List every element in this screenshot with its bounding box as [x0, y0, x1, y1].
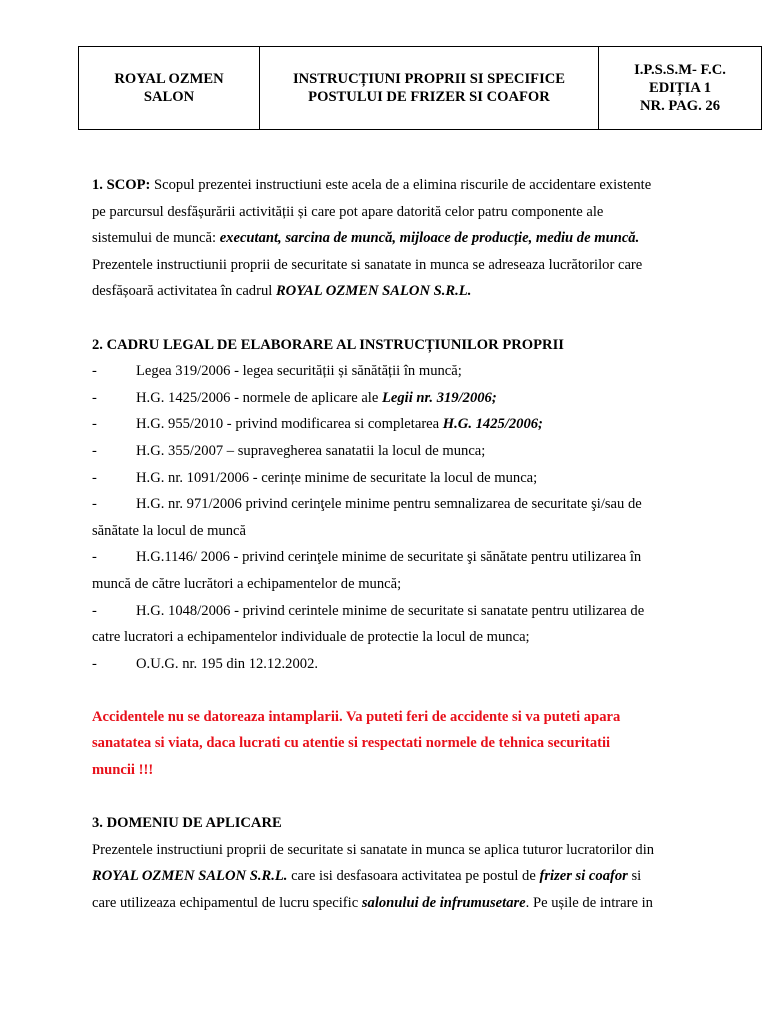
- domain-line-1: Prezentele instructiuni proprii de securitate si sanatate in munca se aplica tuturor lucratorilor din: [92, 841, 655, 858]
- legal-item-3-text: H.G. 955/2010 - privind modificarea si completarea: [136, 416, 443, 433]
- list-dash: -: [92, 469, 97, 486]
- legal-item-6-continuation: sănătate la locul de muncă: [92, 522, 246, 539]
- legal-heading: 2. CADRU LEGAL DE ELABORARE AL INSTRUCȚIUNILOR PROPRII: [92, 336, 564, 353]
- legal-item-5-text: H.G. nr. 1091/2006 - cerințe minime de securitate la locul de munca;: [136, 469, 538, 486]
- legal-item-5: [92, 465, 682, 492]
- legal-item-2-reference: Legii nr. 319/2006;: [381, 389, 497, 406]
- legal-item-6-text: H.G. nr. 971/2006 privind cerinţele minime pentru semnalizarea de securitate şi/sau de: [136, 496, 642, 513]
- document-title-line1: INSTRUCȚIUNI PROPRII SI SPECIFICE: [292, 71, 566, 87]
- list-dash: -: [92, 496, 97, 513]
- company-name-line2: SALON: [143, 89, 195, 105]
- document-meta-cell: [599, 47, 762, 130]
- list-dash: -: [92, 363, 97, 380]
- scope-line-3: [92, 225, 682, 252]
- legal-item-8-continuation: catre lucratori a echipamentelor individuale de protectie la locul de munca;: [92, 629, 530, 646]
- domain-line-3: [92, 890, 682, 917]
- domain-line-2: [92, 863, 682, 890]
- scope-line-2: pe parcursul desfășurării activității și care pot apare datorită celor patru componente ale: [92, 203, 604, 220]
- legal-item-6: [92, 491, 682, 518]
- safety-warning-line-3: muncii !!!: [92, 762, 154, 779]
- legal-item-1: [92, 358, 682, 385]
- list-dash: -: [92, 416, 97, 433]
- safety-warning-line-2: sanatatea si viata, daca lucrati cu atentie si respectati normele de tehnica securitatii: [92, 735, 611, 752]
- list-dash: -: [92, 655, 97, 672]
- legal-item-3: [92, 411, 682, 438]
- legal-item-2: [92, 385, 682, 412]
- legal-item-7: [92, 544, 682, 571]
- document-body: [92, 172, 682, 917]
- legal-item-3-reference: H.G. 1425/2006;: [442, 416, 543, 433]
- domain-job-title: frizer si coafor: [539, 868, 628, 885]
- scope-company-name: ROYAL OZMEN SALON S.R.L.: [275, 283, 472, 300]
- legal-item-1-text: Legea 319/2006 - legea securității și sănătății în muncă;: [136, 363, 462, 380]
- legal-item-7-continuation: muncă de către lucrători a echipamentelor de muncă;: [92, 575, 402, 592]
- safety-warning-line-1: Accidentele nu se datoreaza intamplarii. Va puteti feri de accidente si va puteti apara: [92, 708, 621, 725]
- list-dash: -: [92, 602, 97, 619]
- legal-item-9-text: O.U.G. nr. 195 din 12.12.2002.: [136, 655, 319, 672]
- domain-text-2: care isi desfasoara activitatea pe postul de: [287, 868, 540, 885]
- legal-item-8-text: H.G. 1048/2006 - privind cerintele minime de securitate si sanatate pentru utilizarea de: [136, 602, 645, 619]
- document-code: I.P.S.S.M- F.C.: [634, 62, 726, 78]
- document-title-line2: POSTULUI DE FRIZER SI COAFOR: [308, 89, 550, 105]
- list-dash: -: [92, 389, 97, 406]
- domain-text-3-tail: . Pe ușile de intrare in: [525, 895, 653, 912]
- scope-text-5: desfășoară activitatea în cadrul: [92, 283, 276, 300]
- scope-line-1: [92, 172, 682, 199]
- legal-item-9: [92, 651, 682, 678]
- domain-text-2-tail: si: [627, 868, 642, 885]
- document-title-cell: [260, 47, 599, 130]
- section-spacer: [92, 305, 682, 332]
- document-edition: EDIȚIA 1: [648, 80, 712, 96]
- scope-heading: 1. SCOP:: [92, 177, 151, 193]
- domain-heading: 3. DOMENIU DE APLICARE: [92, 815, 282, 832]
- document-page-count: NR. PAG. 26: [640, 98, 720, 114]
- legal-item-7-text: H.G.1146/ 2006 - privind cerinţele minime de securitate şi sănătate pentru utilizarea în: [136, 549, 642, 566]
- domain-company-name: ROYAL OZMEN SALON S.R.L.: [92, 868, 288, 885]
- section-spacer: [92, 677, 682, 704]
- company-name-line1: ROYAL OZMEN: [114, 71, 224, 87]
- legal-item-2-text: H.G. 1425/2006 - normele de aplicare ale: [136, 389, 382, 406]
- scope-line-5: [92, 278, 682, 305]
- scope-line-4: Prezentele instructiunii proprii de securitate si sanatate in munca se adreseaza lucrătorilor care: [92, 256, 643, 273]
- legal-item-4: [92, 438, 682, 465]
- domain-workplace: salonului de infrumusetare: [361, 895, 526, 912]
- scope-work-system-components: executant, sarcina de muncă, mijloace de producție, mediu de muncă.: [219, 230, 640, 247]
- legal-item-8: [92, 598, 682, 625]
- list-dash: -: [92, 549, 97, 566]
- document-header-table: [78, 46, 762, 130]
- company-name-cell: [79, 47, 260, 130]
- scope-text-3: sistemului de muncă:: [92, 230, 220, 247]
- domain-text-3: care utilizeaza echipamentul de lucru specific: [92, 895, 362, 912]
- section-spacer: [92, 784, 682, 811]
- legal-item-4-text: H.G. 355/2007 – supravegherea sanatatii la locul de munca;: [136, 442, 486, 459]
- scope-text-1: Scopul prezentei instructiuni este acela de a elimina riscurile de accidentare existente: [150, 177, 652, 193]
- list-dash: -: [92, 442, 97, 459]
